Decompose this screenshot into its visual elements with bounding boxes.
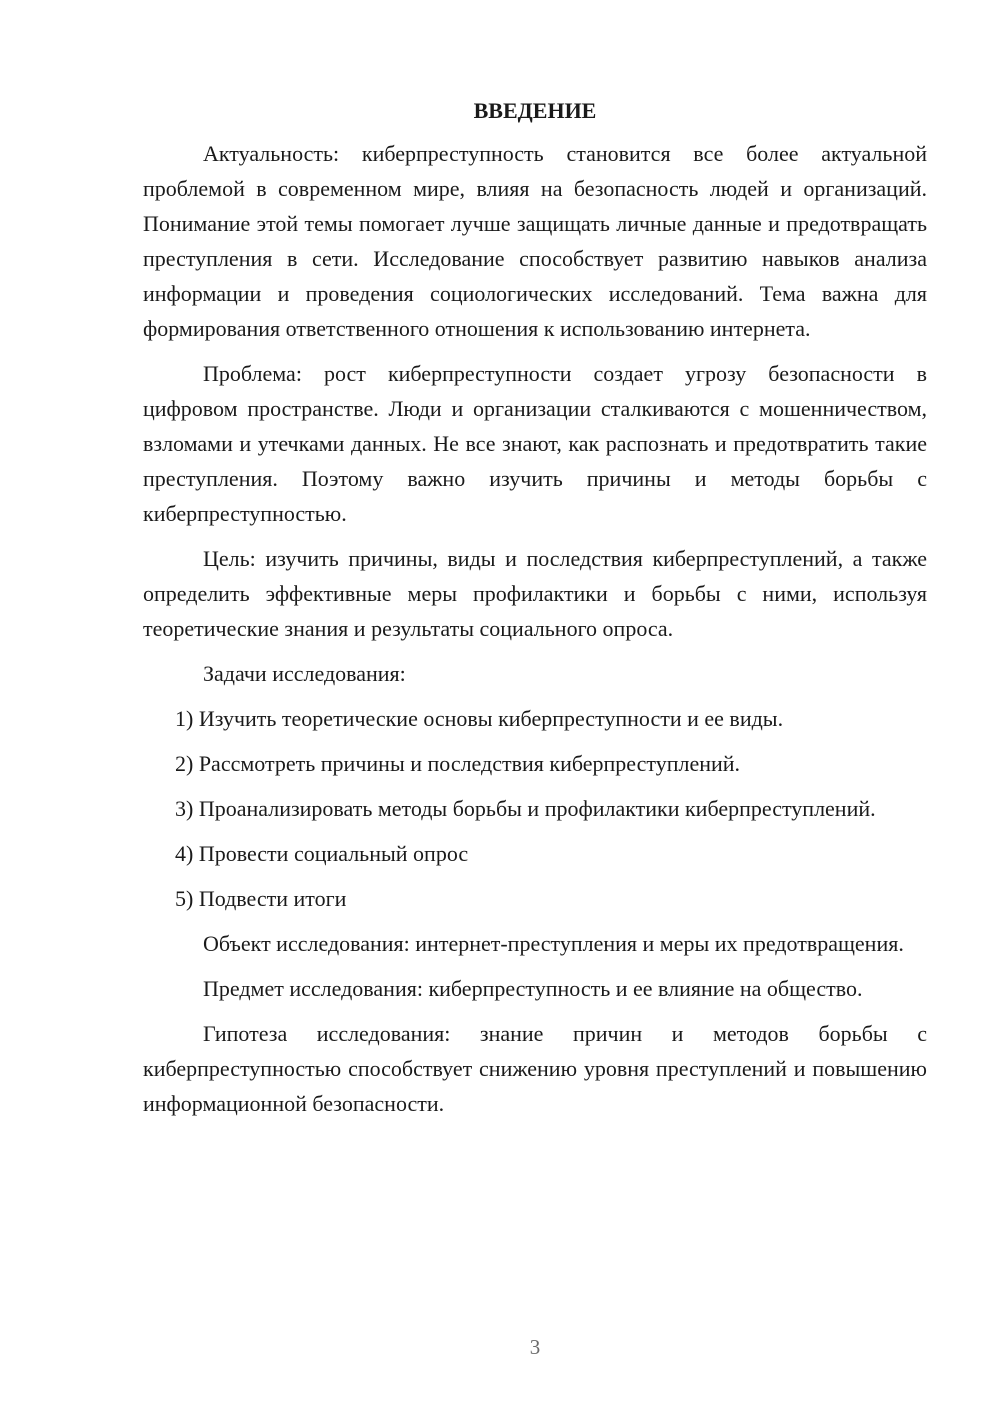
problem-paragraph: Проблема: рост киберпреступности создает угрозу безопасности в цифровом пространстве. Люди и организации сталкиваются с мошенничеством, взломами и утечками данных. Не все знают, как распознать и предотвратить такие преступления. Поэтому важно изучить причины и методы борьбы с киберпреступностью.: [143, 361, 927, 526]
page-content: [143, 96, 927, 1131]
task-item: 4) Провести социальный опрос: [175, 841, 469, 866]
hypothesis-paragraph: Гипотеза исследования: знание причин и методов борьбы с киберпреступностью способствует снижению уровня преступлений и повышению информационной безопасности.: [143, 1021, 927, 1116]
task-item: 5) Подвести итоги: [175, 886, 347, 911]
goal-paragraph: Цель: изучить причины, виды и последствия киберпреступлений, а также определить эффективные меры профилактики и борьбы с ними, используя теоретические знания и результаты социального опроса.: [143, 546, 927, 641]
tasks-heading: Задачи исследования:: [203, 661, 406, 686]
page-number: 3: [529, 1335, 541, 1359]
subject-paragraph: Предмет исследования: киберпреступность и ее влияние на общество.: [203, 976, 863, 1001]
object-paragraph: Объект исследования: интернет-преступления и меры их предотвращения.: [203, 931, 904, 956]
relevance-paragraph: Актуальность: киберпреступность становится все более актуальной проблемой в современном мире, влияя на безопасность людей и организаций. Понимание этой темы помогает лучше защищать личные данные и предотвращать преступления в сети. Исследование способствует развитию навыков анализа информации и проведения социологических исследований. Тема важна для формирования ответственного отношения к использованию интернета.: [143, 141, 927, 341]
section-title: ВВЕДЕНИЕ: [473, 98, 597, 123]
task-item: 3) Проанализировать методы борьбы и профилактики киберпреступлений.: [175, 796, 876, 821]
task-item: 1) Изучить теоретические основы киберпреступности и ее виды.: [175, 706, 784, 731]
task-item: 2) Рассмотреть причины и последствия киберпреступлений.: [175, 751, 741, 776]
